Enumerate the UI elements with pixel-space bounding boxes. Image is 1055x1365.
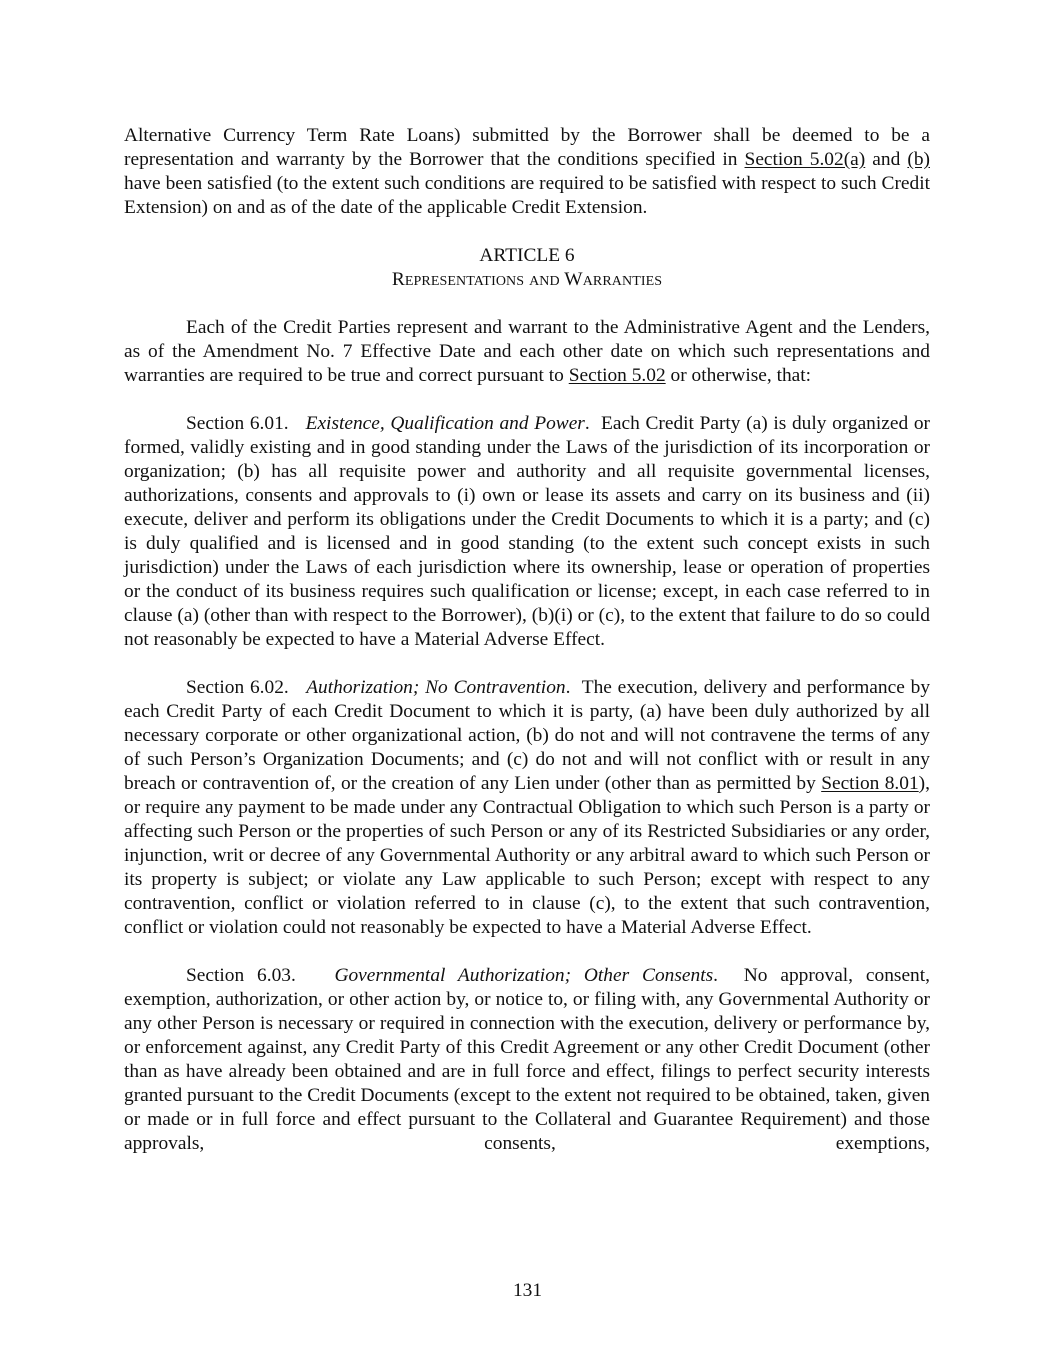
cross-reference-section-5-02: Section 5.02: [568, 365, 666, 386]
section-6-03-paragraph: Section 6.03. Governmental Authorization; Other Consents. No approval, consent, exemption, authorization, or other action by, or notice to, or filing with, any Governmental Authority or any other Person is necessary or required in connection with the execution, delivery or performance by, or enforcement against, any Credit Party of this Credit Agreement or any other Credit Document (other than as have already been obtained and are in full force and effect, filings to perfect security interests granted pursuant to the Credit Documents (except to the extent not required to be obtained, taken, given or made or in full force and effect pursuant to the Collateral and Guarantee Requirement) and those approvals, consents, exemptions,: [124, 965, 930, 1154]
cross-reference-clause-b: (b): [907, 149, 930, 170]
section-6-03-body: No approval, consent, exemption, authorization, or other action by, or notice to, or filing with, any Governmental Authority or any other Person is necessary or required in connection with the execution, delivery or performance by, or enforcement against, any Credit Party of this Credit Agreement or any other Credit Document (other than as have already been obtained and are in full force and effect, filings to perfect security interests granted pursuant to the Credit Documents (except to the extent not required to be obtained, taken, given or made or in full force and effect pursuant to the Collateral and Guarantee Requirement) and those approvals, consents, exemptions,: [124, 965, 930, 1154]
intro-text-2: or otherwise, that:: [665, 365, 812, 386]
section-6-01-paragraph: Section 6.01. Existence, Qualification and Power. Each Credit Party (a) is duly organized or formed, validly existing and in good standing under the Laws of the jurisdiction of its incorporation or organization; (b) has all requisite power and authority and all requisite governmental licenses, authorizations, consents and approvals to (i) own or lease its assets and carry on its business and (ii) execute, deliver and perform its obligations under the Credit Documents to which it is a party; and (c) is duly qualified and is licensed and in good standing (to the extent such concept exists in such jurisdiction) under the Laws of each jurisdiction where its ownership, lease or operation of properties or the conduct of its business requires such qualification or license; except, in each case referred to in clause (a) (other than with respect to the Borrower), (b)(i) or (c), to the extent that failure to do so could not reasonably be expected to have a Material Adverse Effect.: [124, 413, 930, 650]
section-6-01-title: Existence, Qualification and Power: [305, 413, 585, 434]
intro-paragraph: [124, 316, 930, 388]
intro-text-1: Each of the Credit Parties represent and warrant to the Administrative Agent and the Lenders, as of the Amendment No. 7 Effective Date and each other date on which such representations and warranties are required to be true and correct pursuant to: [124, 317, 930, 386]
section-6-02-body-2: ), or require any payment to be made under any Contractual Obligation to which such Person is a party or affecting such Person or the properties of such Person or any of its Restricted Subsidiaries or any order, injunction, writ or decree of any Governmental Authority or any arbitral award to which such Person or its property is subject; or violate any Law applicable to such Person; except with respect to any contravention, conflict or violation referred to in clause (c), to the extent that such contravention, conflict or violation could not reasonably be expected to have a Material Adverse Effect.: [124, 773, 930, 938]
section-6-03-number: Section 6.03.: [186, 965, 296, 986]
page-number: 131: [512, 1280, 543, 1301]
article-number: ARTICLE 6: [479, 245, 575, 266]
article-heading: [124, 244, 930, 292]
section-6-02-number: Section 6.02.: [186, 677, 289, 698]
cross-reference-section-5-02-a: Section 5.02(a): [744, 149, 866, 170]
article-title: Representations and Warranties: [391, 269, 663, 290]
carryover-text-3: have been satisfied (to the extent such conditions are required to be satisfied with respect to such Credit Extension) on and as of the date of the applicable Credit Extension.: [124, 173, 930, 218]
carryover-text-2: and: [865, 149, 908, 170]
section-6-02-title: Authorization; No Contravention: [306, 677, 566, 698]
section-6-02-paragraph: Section 6.02. Authorization; No Contravention. The execution, delivery and performance by each Credit Party of each Credit Document to which it is party, (a) have been duly authorized by all necessary corporate or other organizational action, (b) do not and will not contravene the terms of any of such Person’s Organization Documents; and (c) do not and will not conflict with or result in any breach or contravention of, or the creation of any Lien under (other than as permitted by Section 8.01), or require any payment to be made under any Contractual Obligation to which such Person is a party or affecting such Person or the properties of such Person or any of its Restricted Subsidiaries or any order, injunction, writ or decree of any Governmental Authority or any arbitral award to which such Person or its property is subject; or violate any Law applicable to such Person; except with respect to any contravention, conflict or violation referred to in clause (c), to the extent that such contravention, conflict or violation could not reasonably be expected to have a Material Adverse Effect.: [124, 677, 931, 938]
section-6-02-body-1: The execution, delivery and performance by each Credit Party of each Credit Document to which it is party, (a) have been duly authorized by all necessary corporate or other organizational action, (b) do not and will not contravene the terms of any of such Person’s Organization Documents; and (c) do not and will not conflict with or result in any breach or contravention of, or the creation of any Lien under (other than as permitted by: [124, 677, 931, 794]
section-6-03-title: Governmental Authorization; Other Consents: [334, 965, 714, 986]
cross-reference-section-8-01: Section 8.01: [821, 773, 919, 794]
carryover-text-1: Alternative Currency Term Rate Loans) submitted by the Borrower shall be deemed to be a representation and warranty by the Borrower that the conditions specified in: [124, 125, 930, 170]
section-6-01-body: Each Credit Party (a) is duly organized or formed, validly existing and in good standing under the Laws of the jurisdiction of its incorporation or organization; (b) has all requisite power and authority and all requisite governmental licenses, authorizations, consents and approvals to (i) own or lease its assets and carry on its business and (ii) execute, deliver and perform its obligations under the Credit Documents to which it is a party; and (c) is duly qualified and is licensed and in good standing (to the extent such concept exists in such jurisdiction) under the Laws of each jurisdiction where its ownership, lease or operation of properties or the conduct of its business requires such qualification or license; except, in each case referred to in clause (a) (other than with respect to the Borrower), (b)(i) or (c), to the extent that failure to do so could not reasonably be expected to have a Material Adverse Effect.: [124, 413, 930, 650]
carryover-paragraph: [124, 124, 930, 220]
section-6-01-number: Section 6.01.: [186, 413, 289, 434]
document-page: [124, 124, 930, 1156]
